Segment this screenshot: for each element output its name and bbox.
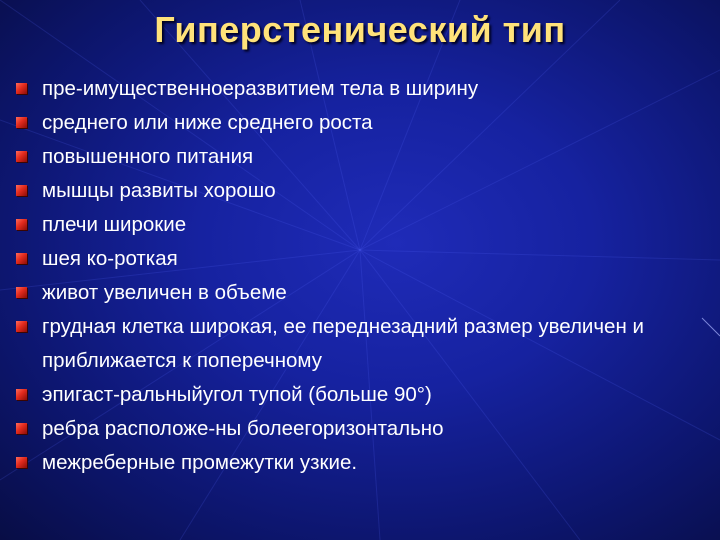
list-item-text: грудная клетка широкая, ее переднезадний размер увеличен и приближается к поперечному	[42, 315, 644, 372]
bullet-list	[16, 72, 696, 480]
square-bullet-icon	[16, 457, 27, 468]
list-item-text: мышцы развиты хорошо	[42, 179, 276, 202]
list-item	[16, 174, 696, 208]
list-item	[16, 242, 696, 276]
square-bullet-icon	[16, 423, 27, 434]
list-item-text: среднего или ниже среднего роста	[42, 111, 373, 134]
square-bullet-icon	[16, 389, 27, 400]
list-item-text: живот увеличен в объеме	[42, 281, 287, 304]
square-bullet-icon	[16, 83, 27, 94]
list-item-text: повышенного питания	[42, 145, 254, 168]
square-bullet-icon	[16, 253, 27, 264]
list-item-text: пре-имущественноеразвитием тела в ширину	[42, 77, 479, 100]
list-item	[16, 446, 696, 480]
list-item	[16, 72, 696, 106]
list-item	[16, 276, 696, 310]
list-item	[16, 412, 696, 446]
square-bullet-icon	[16, 117, 27, 128]
list-item	[16, 310, 696, 378]
list-item	[16, 378, 696, 412]
square-bullet-icon	[16, 321, 27, 332]
slide-title: Гиперстенический тип	[154, 9, 566, 50]
list-item	[16, 106, 696, 140]
square-bullet-icon	[16, 151, 27, 162]
list-item-text: межреберные промежутки узкие.	[42, 451, 358, 474]
list-item	[16, 140, 696, 174]
square-bullet-icon	[16, 185, 27, 196]
square-bullet-icon	[16, 219, 27, 230]
list-item-text: эпигаст-ральныйугол тупой (больше 90°)	[42, 383, 432, 406]
list-item-text: ребра расположе-ны болеегоризонтально	[42, 417, 444, 440]
list-item	[16, 208, 696, 242]
square-bullet-icon	[16, 287, 27, 298]
list-item-text: шея ко-роткая	[42, 247, 178, 270]
list-item-text: плечи широкие	[42, 213, 187, 236]
